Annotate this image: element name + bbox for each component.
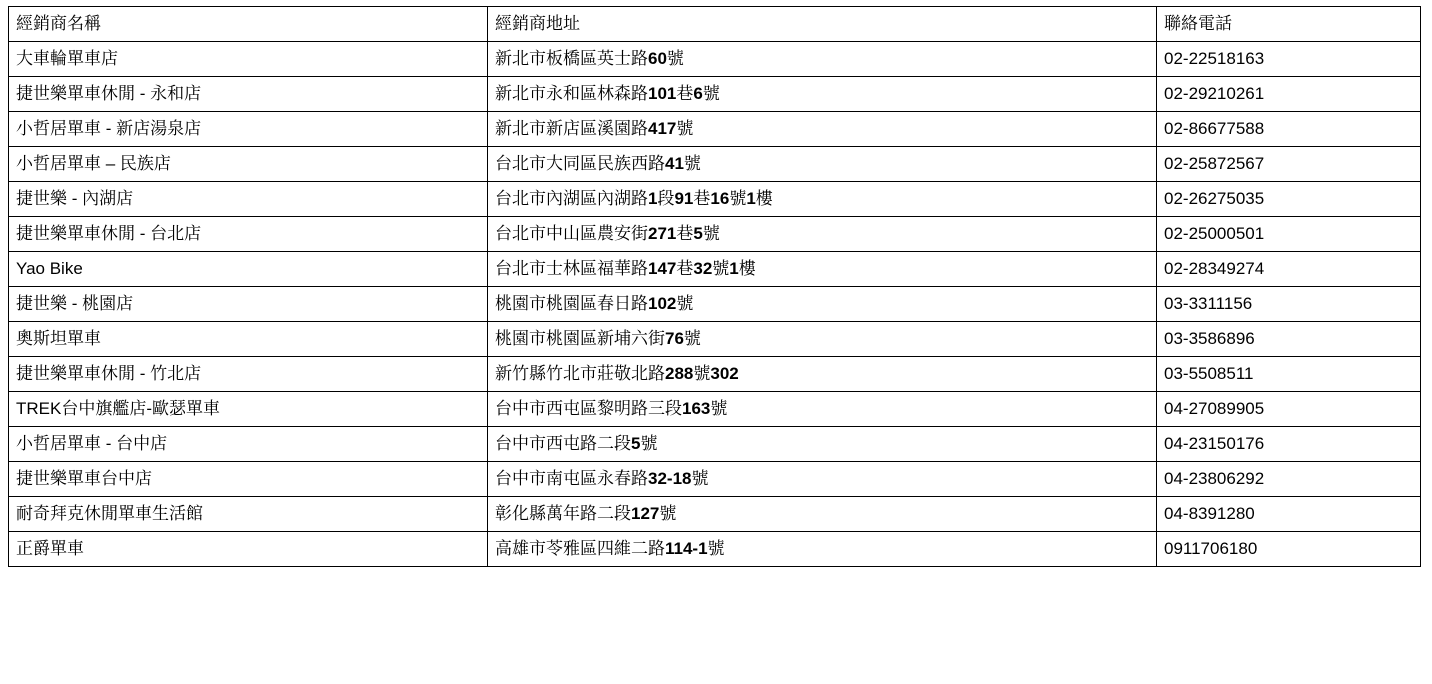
dealer-phone-cell: 0911706180 — [1157, 532, 1421, 567]
dealer-name-cell: 奧斯坦單車 — [9, 322, 488, 357]
dealer-phone-cell: 03-3311156 — [1157, 287, 1421, 322]
dealer-address-cell: 台中市西屯路二段5號 — [488, 427, 1157, 462]
column-header-phone: 聯絡電話 — [1157, 7, 1421, 42]
table-body — [9, 42, 1421, 567]
dealer-name-cell: 捷世樂單車休閒 - 台北店 — [9, 217, 488, 252]
table-row — [9, 357, 1421, 392]
dealer-name-cell: 大車輪單車店 — [9, 42, 488, 77]
dealer-phone-cell: 03-3586896 — [1157, 322, 1421, 357]
table-row — [9, 322, 1421, 357]
dealer-address-cell: 台北市中山區農安街271巷5號 — [488, 217, 1157, 252]
dealer-phone-cell: 02-26275035 — [1157, 182, 1421, 217]
dealer-name-cell: 捷世樂 - 內湖店 — [9, 182, 488, 217]
column-header-name: 經銷商名稱 — [9, 7, 488, 42]
dealer-name-cell: 捷世樂 - 桃園店 — [9, 287, 488, 322]
dealer-address-cell: 新竹縣竹北市莊敬北路288號302 — [488, 357, 1157, 392]
dealer-phone-cell: 02-22518163 — [1157, 42, 1421, 77]
dealer-name-cell: 捷世樂單車休閒 - 竹北店 — [9, 357, 488, 392]
dealer-phone-cell: 02-25872567 — [1157, 147, 1421, 182]
table-row — [9, 182, 1421, 217]
table-row — [9, 77, 1421, 112]
dealer-phone-cell: 04-23806292 — [1157, 462, 1421, 497]
dealer-name-cell: 捷世樂單車休閒 - 永和店 — [9, 77, 488, 112]
table-row — [9, 427, 1421, 462]
table-row — [9, 147, 1421, 182]
dealer-phone-cell: 04-27089905 — [1157, 392, 1421, 427]
dealer-address-cell: 彰化縣萬年路二段127號 — [488, 497, 1157, 532]
table-row — [9, 532, 1421, 567]
dealer-name-cell: 小哲居單車 – 民族店 — [9, 147, 488, 182]
dealer-phone-cell: 04-8391280 — [1157, 497, 1421, 532]
dealer-name-cell: 正爵單車 — [9, 532, 488, 567]
dealer-address-cell: 高雄市苓雅區四維二路114-1號 — [488, 532, 1157, 567]
dealer-phone-cell: 02-29210261 — [1157, 77, 1421, 112]
dealer-address-cell: 台中市西屯區黎明路三段163號 — [488, 392, 1157, 427]
dealer-table — [8, 6, 1421, 567]
dealer-phone-cell: 02-25000501 — [1157, 217, 1421, 252]
dealer-address-cell: 台北市內湖區內湖路1段91巷16號1樓 — [488, 182, 1157, 217]
table-header-row — [9, 7, 1421, 42]
table-row — [9, 287, 1421, 322]
dealer-name-cell: Yao Bike — [9, 252, 488, 287]
dealer-name-cell: 小哲居單車 - 台中店 — [9, 427, 488, 462]
dealer-name-cell: TREK台中旗艦店-歐瑟單車 — [9, 392, 488, 427]
dealer-address-cell: 新北市板橋區英士路60號 — [488, 42, 1157, 77]
dealer-phone-cell: 02-86677588 — [1157, 112, 1421, 147]
table-row — [9, 112, 1421, 147]
dealer-address-cell: 台中市南屯區永春路32-18號 — [488, 462, 1157, 497]
table-row — [9, 42, 1421, 77]
dealer-name-cell: 耐奇拜克休閒單車生活館 — [9, 497, 488, 532]
table-row — [9, 217, 1421, 252]
dealer-name-cell: 小哲居單車 - 新店湯泉店 — [9, 112, 488, 147]
dealer-address-cell: 新北市新店區溪園路417號 — [488, 112, 1157, 147]
table-row — [9, 392, 1421, 427]
dealer-phone-cell: 02-28349274 — [1157, 252, 1421, 287]
table-header — [9, 7, 1421, 42]
column-header-address: 經銷商地址 — [488, 7, 1157, 42]
dealer-address-cell: 台北市大同區民族西路41號 — [488, 147, 1157, 182]
dealer-name-cell: 捷世樂單車台中店 — [9, 462, 488, 497]
table-row — [9, 462, 1421, 497]
table-row — [9, 252, 1421, 287]
dealer-phone-cell: 03-5508511 — [1157, 357, 1421, 392]
dealer-address-cell: 桃園市桃園區新埔六街76號 — [488, 322, 1157, 357]
dealer-address-cell: 桃園市桃園區春日路102號 — [488, 287, 1157, 322]
dealer-phone-cell: 04-23150176 — [1157, 427, 1421, 462]
dealer-address-cell: 台北市士林區福華路147巷32號1樓 — [488, 252, 1157, 287]
table-row — [9, 497, 1421, 532]
dealer-address-cell: 新北市永和區林森路101巷6號 — [488, 77, 1157, 112]
